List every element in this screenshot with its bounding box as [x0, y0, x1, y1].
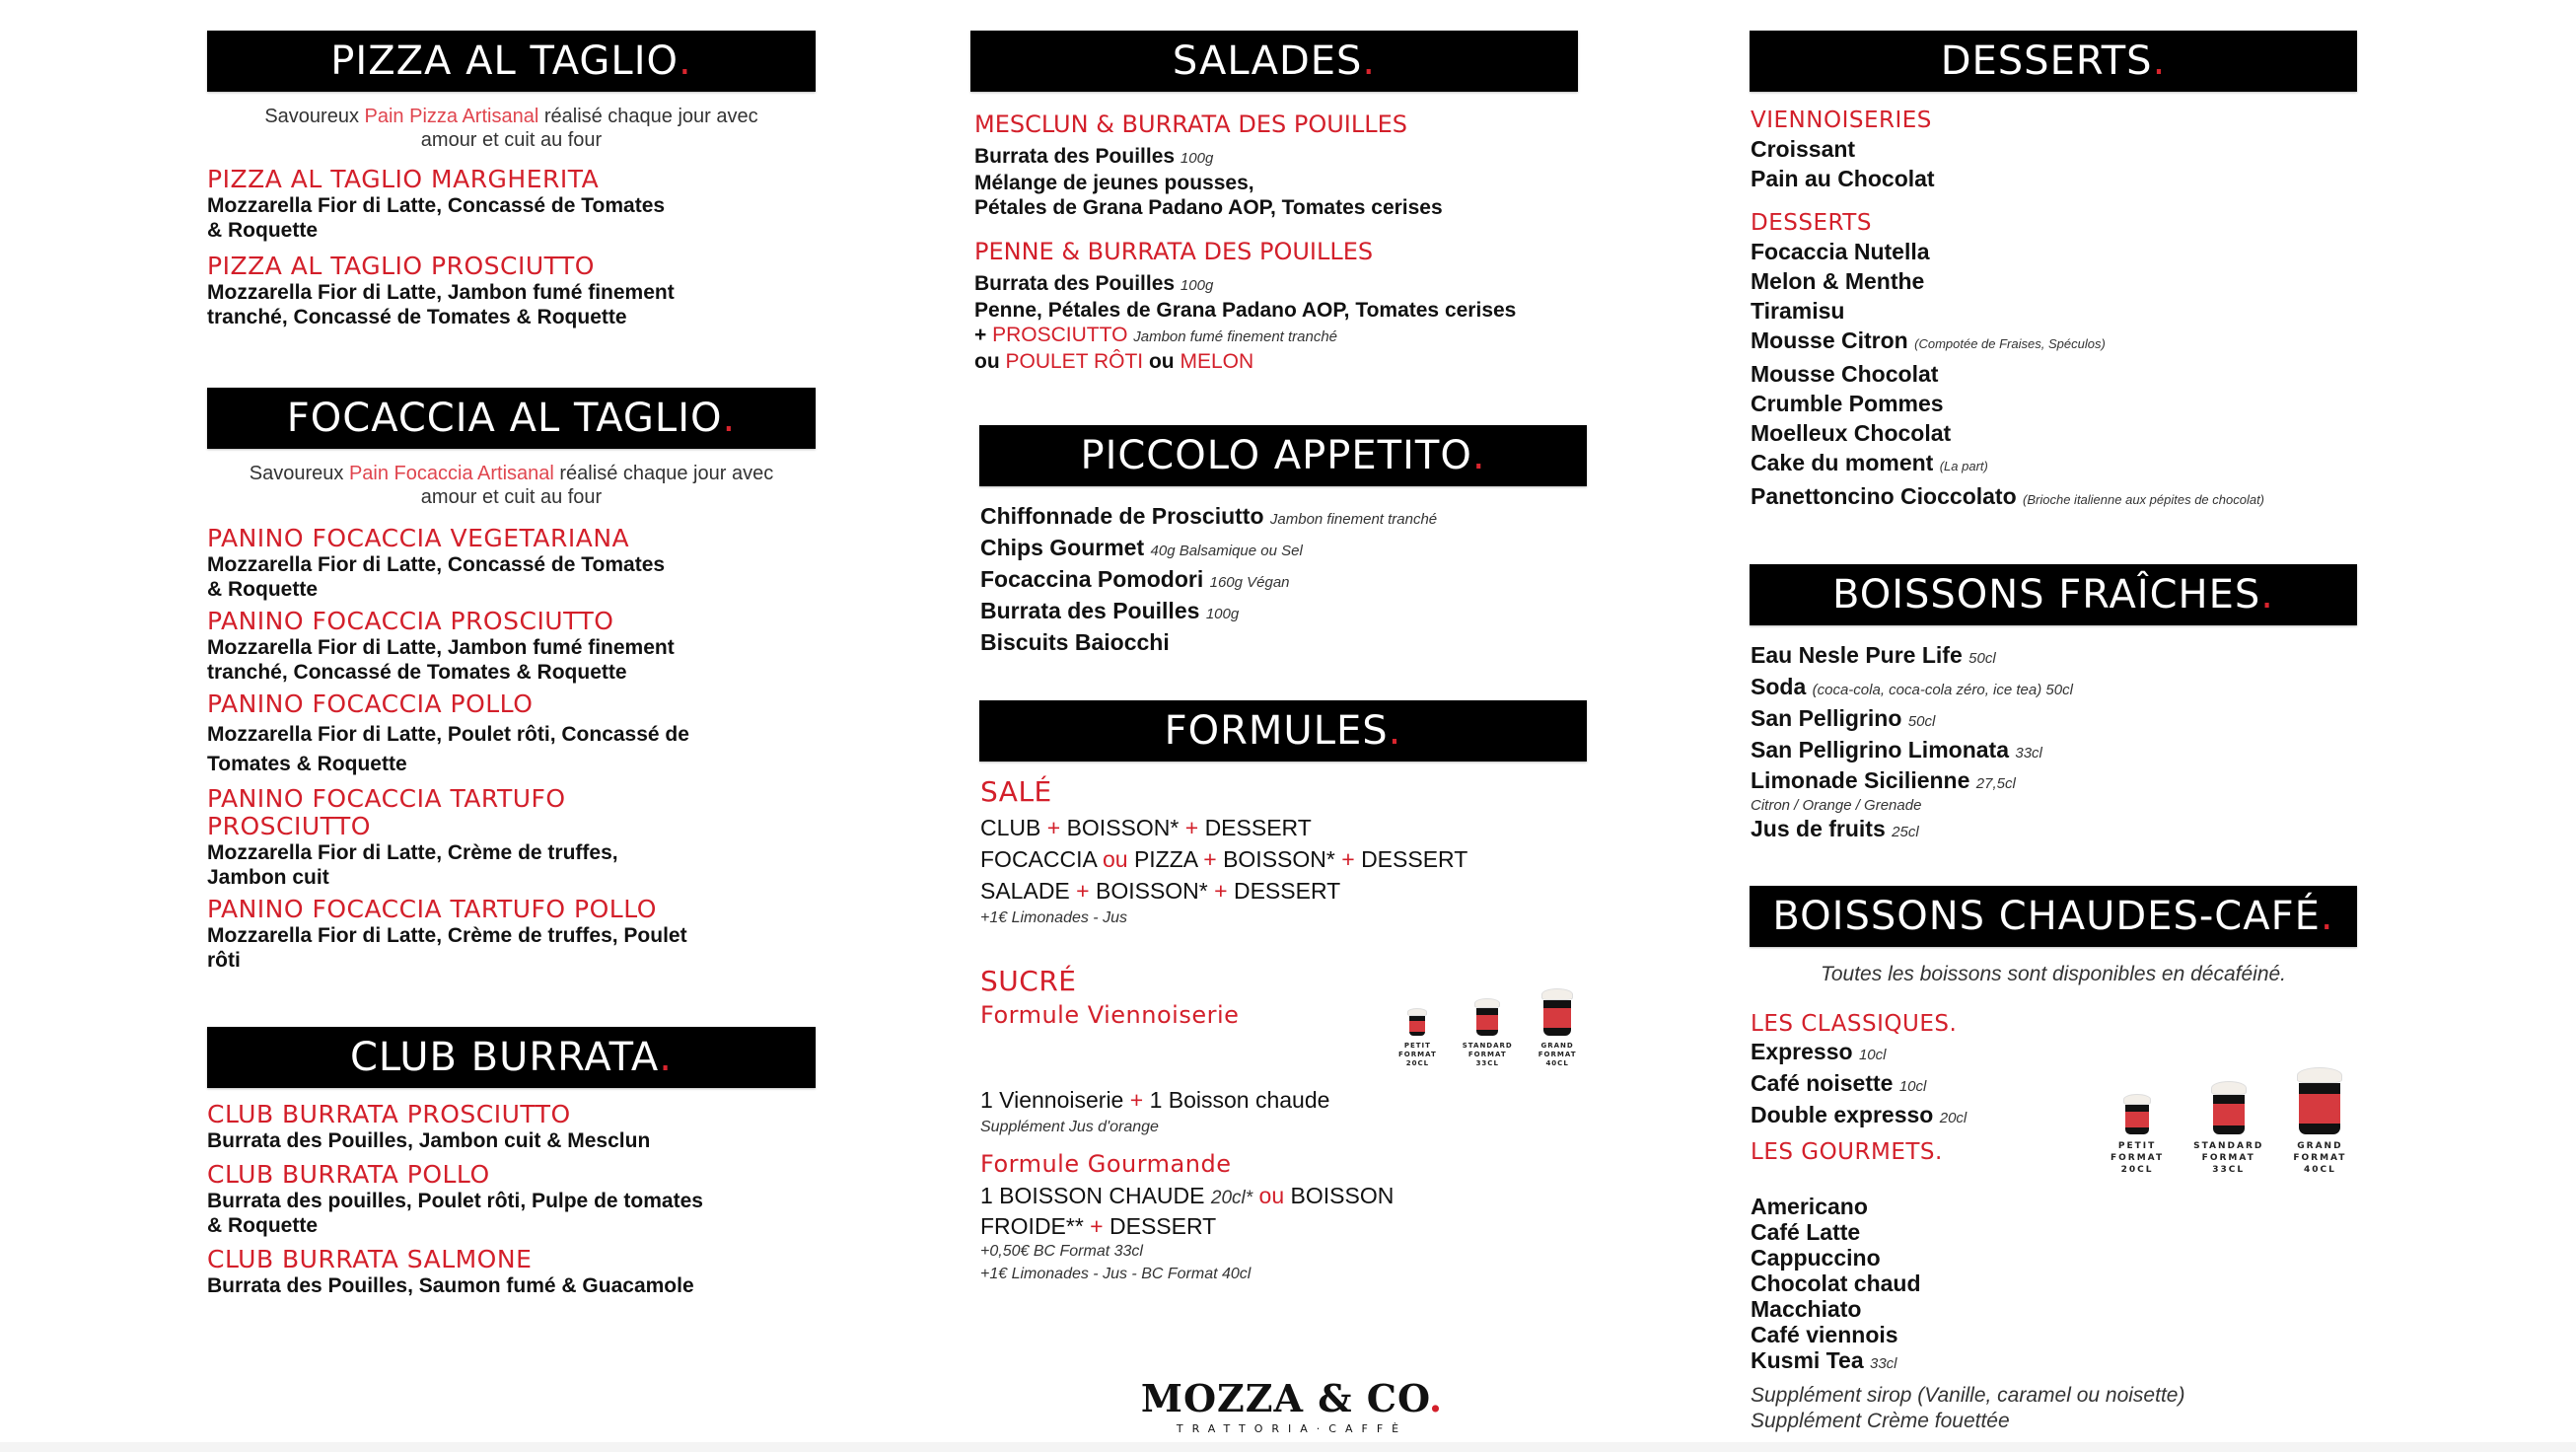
item-name: PANINO FOCACCIA POLLO — [207, 690, 534, 718]
section-header-piccolo — [979, 425, 1587, 486]
intro-text: Savoureux — [264, 106, 365, 127]
item-desc: & Roquette — [207, 219, 318, 242]
item-note: (Compotée de Fraises, Spéculos) — [1914, 336, 2106, 351]
cup-icon-petit — [1398, 1008, 1437, 1068]
item-name: Focaccina Pomodori — [980, 566, 1204, 592]
option-line — [974, 323, 1606, 349]
decaf-note: Toutes les boissons sont disponibles en décaféiné. — [1820, 963, 2287, 985]
item-note: 10cl — [1898, 1078, 1927, 1095]
menu-item — [980, 565, 1611, 597]
item-desc: Mozzarella Fior di Latte, Crème de truffes, Poulet — [207, 924, 687, 947]
formule-part: BOISSON* — [1223, 846, 1335, 872]
menu-item — [1751, 418, 2382, 448]
menu-item — [980, 628, 1611, 656]
item-desc: rôti — [207, 949, 241, 972]
item-desc-text: Burrata des Pouilles — [974, 272, 1176, 295]
item-note: Jambon finement tranché — [1269, 511, 1438, 528]
formule-part: BOISSON* — [1095, 878, 1208, 904]
focaccia-intro — [207, 462, 816, 509]
cup-label: 33CL — [2212, 1165, 2246, 1175]
menu-item — [1751, 448, 2382, 481]
item-desc: Mozzarella Fior di Latte, Jambon fumé finement — [207, 281, 675, 304]
brand-logo — [1134, 1376, 1450, 1435]
menu-item: Café Latte — [1751, 1219, 1861, 1245]
gourm-note: +0,50€ BC Format 33cl — [980, 1243, 1143, 1260]
cup-sizes-chaudes — [2111, 1067, 2346, 1176]
item-note: (Brioche italienne aux pépites de chocolat) — [2023, 492, 2265, 507]
item-desc — [974, 144, 1606, 171]
title-dot: . — [1388, 708, 1402, 754]
item-desc: Burrata des Pouilles, Saumon fumé & Guacamole — [207, 1274, 694, 1297]
cup-icon-petit — [2111, 1094, 2164, 1176]
section-title: FOCACCIA AL TAGLIO — [286, 396, 723, 441]
intro-text: réalisé chaque jour avec — [538, 106, 758, 127]
formule-line — [980, 1182, 1611, 1212]
item-desc: Burrata des pouilles, Poulet rôti, Pulpe de tomates — [207, 1190, 703, 1212]
intro-text: amour et cuit au four — [420, 129, 603, 151]
menu-item — [1751, 736, 2382, 767]
section-header-salades — [970, 31, 1578, 92]
formule-line — [980, 875, 1611, 907]
cup-icon-standard — [1463, 998, 1513, 1068]
section-title: DESSERTS — [1940, 38, 2153, 84]
menu-item — [207, 253, 819, 329]
item-name: Moelleux Chocolat — [1751, 420, 1952, 446]
menu-item — [207, 785, 838, 890]
item-note: 40g Balsamique ou Sel — [1150, 543, 1303, 559]
formule-part: FOCACCIA — [980, 846, 1097, 872]
focaccia-items — [207, 525, 838, 973]
cup-label: 20CL — [1405, 1059, 1430, 1067]
item-desc: Mozzarella Fior di Latte, Crème de truffes, — [207, 841, 618, 864]
formule-part: DESSERT — [1204, 815, 1312, 840]
formule-plus: + — [1123, 1087, 1150, 1113]
menu-item — [980, 597, 1611, 628]
formule-plus: + — [1207, 878, 1234, 904]
item-name: Tiramisu — [1751, 298, 1845, 324]
section-header-boissons-fraiches — [1750, 564, 2357, 625]
formule-part: SALADE — [980, 878, 1070, 904]
item-name: Kusmi Tea — [1751, 1347, 1864, 1373]
limonade-flavors: Citron / Orange / Grenade — [1751, 797, 1922, 814]
item-desc: Burrata des Pouilles, Jambon cuit & Mesclun — [207, 1129, 651, 1152]
intro-accent: Pain Pizza Artisanal — [364, 106, 539, 127]
pizza-intro — [207, 105, 816, 152]
cup-label: FORMAT — [2293, 1153, 2347, 1163]
item-name: San Pelligrino — [1751, 705, 1902, 731]
item-note: 160g Végan — [1209, 574, 1290, 591]
formule-or: ou — [1252, 1183, 1291, 1208]
item-desc: Pétales de Grana Padano AOP, Tomates cerises — [974, 196, 1443, 219]
cup-sizes-formules — [1398, 988, 1576, 1068]
cup-label: GRAND — [1540, 1042, 1574, 1050]
section-header-formules — [979, 700, 1587, 762]
section-title: SALADES — [1172, 38, 1363, 84]
item-note: (coca-cola, coca-cola zéro, ice tea) 50cl — [1812, 682, 2073, 698]
section-header-focaccia — [207, 388, 816, 449]
menu-item: Chocolat chaud — [1751, 1270, 1921, 1296]
item-note: 25cl — [1892, 824, 1919, 840]
formule-plus: + — [1083, 1213, 1110, 1239]
formule-plus: + — [1196, 846, 1224, 872]
menu-item — [980, 502, 1611, 534]
formule-part: BOISSON* — [1066, 815, 1180, 840]
logo-tagline: TRATTORIA·CAFFÈ — [1176, 1422, 1408, 1435]
option-line — [974, 349, 1606, 374]
plus-sign: + — [974, 324, 987, 346]
formule-line — [980, 1212, 1611, 1240]
menu-item — [207, 608, 838, 685]
item-desc: tranché, Concassé de Tomates & Roquette — [207, 661, 627, 684]
item-note: 100g — [1205, 606, 1240, 622]
menu-item — [1751, 1038, 2145, 1069]
item-desc: Penne, Pétales de Grana Padano AOP, Tomates cerises — [974, 299, 1517, 322]
item-desc: & Roquette — [207, 1214, 318, 1237]
menu-item — [1751, 1069, 2145, 1101]
item-name: Burrata des Pouilles — [980, 598, 1200, 623]
menu-item — [207, 1246, 838, 1298]
intro-text: réalisé chaque jour avec — [553, 463, 774, 484]
formule-plus: + — [1334, 846, 1362, 872]
classiques-label: LES CLASSIQUES. — [1751, 1011, 1958, 1037]
menu-item — [1751, 1347, 2145, 1377]
item-name: PROSCIUTTO — [207, 812, 371, 840]
formule-part: FROIDE** — [980, 1213, 1084, 1239]
item-name: Chiffonnade de Prosciutto — [980, 503, 1264, 529]
page-bottom-edge — [0, 1442, 2576, 1452]
cup-icon-grand — [2293, 1067, 2346, 1176]
logo-wordmark — [1134, 1376, 1450, 1420]
formule-part: PIZZA — [1133, 846, 1197, 872]
menu-item: Café viennois — [1751, 1322, 1898, 1347]
vienn-note: Supplément Jus d'orange — [980, 1119, 1159, 1135]
or-text: ou — [1148, 350, 1175, 373]
formule-plus: + — [1040, 815, 1067, 840]
section-title: PIZZA AL TAGLIO — [330, 38, 679, 84]
menu-item — [1751, 326, 2382, 359]
section-header-club — [207, 1027, 816, 1088]
item-name: PENNE & BURRATA DES POUILLES — [974, 238, 1374, 265]
menu-item — [1751, 815, 2382, 846]
formule-part: DESSERT — [1361, 846, 1468, 872]
chaudes-list — [1751, 1010, 2185, 1434]
option-prosciutto: PROSCIUTTO — [992, 324, 1128, 346]
item-name: Double expresso — [1751, 1102, 1934, 1127]
title-dot: . — [1471, 433, 1486, 478]
item-name: MESCLUN & BURRATA DES POUILLES — [974, 110, 1407, 138]
menu-item — [1751, 767, 2382, 797]
cup-label: FORMAT — [1538, 1051, 1577, 1058]
menu-item: Macchiato — [1751, 1296, 1862, 1322]
section-title: BOISSONS FRAÎCHES — [1831, 572, 2261, 617]
desserts-label: DESSERTS — [1751, 210, 1872, 236]
option-note: Jambon fumé finement tranché — [1133, 328, 1338, 345]
title-dot: . — [2260, 572, 2275, 617]
section-header-boissons-chaudes — [1750, 886, 2357, 947]
supplement-note: Supplément Crème fouettée — [1751, 1410, 2010, 1432]
cup-label: GRAND — [2297, 1141, 2343, 1151]
title-dot: . — [1362, 38, 1377, 84]
item-name: Soda — [1751, 674, 1807, 699]
title-dot: . — [659, 1035, 673, 1080]
item-name: CLUB BURRATA POLLO — [207, 1160, 490, 1189]
sale-label: SALÉ — [980, 775, 1052, 808]
piccolo-items — [980, 502, 1611, 656]
item-name: Mousse Citron — [1751, 327, 1908, 353]
item-name: Crumble Pommes — [1751, 391, 1944, 416]
item-name: Melon & Menthe — [1751, 268, 1925, 294]
cup-icon-grand — [1538, 988, 1577, 1068]
cup-label: 40CL — [1545, 1059, 1569, 1067]
gourmets-label: LES GOURMETS. — [1751, 1139, 1943, 1165]
item-desc: Tomates & Roquette — [207, 753, 407, 775]
item-weight: 100g — [1180, 277, 1214, 294]
supplement-note: Supplément sirop (Vanille, caramel ou noisette) — [1751, 1384, 2185, 1407]
cup-label: STANDARD — [1462, 1042, 1513, 1050]
menu-item — [207, 896, 838, 973]
formule-part: 1 Boisson chaude — [1149, 1087, 1330, 1113]
section-title: PICCOLO APPETITO — [1080, 433, 1472, 478]
title-dot: . — [2152, 38, 2167, 84]
item-note: 10cl — [1858, 1047, 1887, 1063]
formule-note: 20cl* — [1210, 1188, 1253, 1208]
formule-part: 1 Viennoiserie — [980, 1087, 1124, 1113]
formule-part: BOISSON — [1290, 1183, 1395, 1208]
menu-item — [1751, 1101, 2145, 1132]
menu-item — [1751, 641, 2382, 673]
item-note: 20cl — [1939, 1110, 1968, 1126]
menu-item: Croissant — [1751, 136, 1856, 162]
item-name: Jus de fruits — [1751, 816, 1886, 841]
item-note: 50cl — [1968, 650, 1996, 667]
menu-item — [1751, 296, 2382, 326]
cup-label: FORMAT — [2111, 1153, 2165, 1163]
formule-plus: + — [1179, 815, 1205, 840]
menu-item — [207, 690, 838, 779]
desserts-list — [1751, 107, 2382, 515]
item-name: PANINO FOCACCIA VEGETARIANA — [207, 524, 630, 552]
item-name: Biscuits Baiocchi — [980, 629, 1170, 655]
logo-text: MOZZA & CO — [1140, 1376, 1429, 1420]
menu-item — [974, 238, 1606, 374]
club-items — [207, 1101, 838, 1298]
item-desc: Mozzarella Fior di Latte, Concassé de Tomates — [207, 553, 666, 576]
cup-label: 20CL — [2120, 1165, 2154, 1175]
logo-dot: . — [1428, 1376, 1444, 1420]
cup-label: FORMAT — [2201, 1153, 2255, 1163]
formule-part: CLUB — [980, 815, 1041, 840]
formule-line — [980, 843, 1611, 875]
menu-item — [974, 110, 1606, 220]
menu-item — [1751, 673, 2382, 704]
item-name: CLUB BURRATA PROSCIUTTO — [207, 1100, 571, 1128]
menu-item — [207, 1101, 838, 1153]
item-note: 50cl — [1907, 713, 1936, 730]
item-desc: Mélange de jeunes pousses, — [974, 172, 1254, 194]
section-title: CLUB BURRATA — [349, 1035, 660, 1080]
item-weight: 100g — [1180, 150, 1214, 167]
menu-item — [207, 1161, 838, 1238]
title-dot: . — [722, 396, 737, 441]
or-text: ou — [974, 350, 1000, 373]
formule-viennoiserie-label: Formule Viennoiserie — [980, 1001, 1240, 1029]
option-melon: MELON — [1180, 350, 1254, 373]
cup-label: 40CL — [2303, 1165, 2336, 1175]
item-name: CLUB BURRATA SALMONE — [207, 1245, 533, 1273]
menu-item — [1751, 359, 2382, 389]
item-name: Eau Nesle Pure Life — [1751, 642, 1963, 668]
item-name: Chips Gourmet — [980, 535, 1145, 560]
cup-icon-standard — [2193, 1081, 2263, 1176]
formule-plus: + — [1069, 878, 1096, 904]
section-header-pizza — [207, 31, 816, 92]
formule-part: 1 BOISSON CHAUDE — [980, 1183, 1211, 1208]
menu-item: Americano — [1751, 1194, 1868, 1219]
item-note: 33cl — [2015, 745, 2042, 762]
item-name: PANINO FOCACCIA PROSCIUTTO — [207, 607, 614, 635]
menu-item — [1751, 237, 2382, 266]
section-title: BOISSONS CHAUDES-CAFÉ — [1772, 894, 2321, 939]
item-desc: Mozzarella Fior di Latte, Concassé de Tomates — [207, 194, 666, 217]
title-dot: . — [2320, 894, 2334, 939]
item-name: PANINO FOCACCIA TARTUFO POLLO — [207, 895, 657, 923]
menu-item — [1751, 704, 2382, 736]
item-name: Mousse Chocolat — [1751, 361, 1939, 387]
menu-item: Pain au Chocolat — [1751, 166, 1935, 191]
menu-item — [207, 166, 819, 243]
item-name: PIZZA AL TAGLIO MARGHERITA — [207, 165, 600, 193]
salades-items — [974, 110, 1606, 374]
formule-or: ou — [1096, 846, 1134, 872]
fraiches-list — [1751, 641, 2382, 846]
item-note: 33cl — [1870, 1355, 1897, 1372]
cup-label: 33CL — [1475, 1059, 1499, 1067]
cup-label: PETIT — [2117, 1141, 2157, 1151]
cup-label: PETIT — [1403, 1042, 1431, 1050]
intro-accent: Pain Focaccia Artisanal — [348, 463, 554, 484]
formule-part: DESSERT — [1109, 1213, 1217, 1239]
sale-note: +1€ Limonades - Jus — [980, 909, 1127, 926]
cup-label: FORMAT — [1467, 1051, 1507, 1058]
item-note: (La part) — [1939, 459, 1988, 473]
item-desc: tranché, Concassé de Tomates & Roquette — [207, 306, 627, 328]
menu-item: Cappuccino — [1751, 1245, 1881, 1270]
intro-text: Savoureux — [249, 463, 349, 484]
option-poulet: POULET RÔTI — [1005, 350, 1144, 373]
formule-part: DESSERT — [1233, 878, 1341, 904]
section-header-desserts — [1750, 31, 2357, 92]
item-name: PANINO FOCACCIA TARTUFO — [207, 784, 566, 813]
item-name: San Pelligrino Limonata — [1751, 737, 2009, 762]
formule-line — [980, 812, 1611, 843]
sucre-label: SUCRÉ — [980, 965, 1077, 997]
item-desc — [974, 271, 1606, 298]
item-desc: Mozzarella Fior di Latte, Poulet rôti, Concassé de — [207, 723, 689, 746]
formule-line — [980, 1084, 1611, 1116]
title-dot: . — [679, 38, 692, 84]
viennoiseries-label: VIENNOISERIES — [1751, 108, 1932, 133]
item-name: Expresso — [1751, 1039, 1853, 1064]
gourm-note: +1€ Limonades - Jus - BC Format 40cl — [980, 1266, 1252, 1282]
formule-gourmande-label: Formule Gourmande — [980, 1150, 1232, 1178]
menu-item — [207, 525, 838, 602]
menu-item — [980, 534, 1611, 565]
section-title: FORMULES — [1164, 708, 1389, 754]
item-desc: Jambon cuit — [207, 866, 329, 889]
item-desc: & Roquette — [207, 578, 318, 601]
item-name: Focaccia Nutella — [1751, 239, 1930, 264]
menu-item — [1751, 389, 2382, 418]
item-name: PIZZA AL TAGLIO PROSCIUTTO — [207, 252, 595, 280]
item-name: Limonade Sicilienne — [1751, 767, 1970, 793]
cup-label: STANDARD — [2193, 1141, 2264, 1151]
item-name: Cake du moment — [1751, 450, 1934, 475]
pizza-items — [207, 166, 819, 329]
intro-text: amour et cuit au four — [420, 486, 603, 508]
item-note: 27,5cl — [1975, 775, 2016, 792]
cup-label: FORMAT — [1398, 1051, 1437, 1058]
menu-item — [1751, 481, 2382, 515]
menu-item — [1751, 266, 2382, 296]
formules-sale — [980, 775, 1611, 929]
item-desc: Mozzarella Fior di Latte, Jambon fumé finement — [207, 636, 675, 659]
item-name: Café noisette — [1751, 1070, 1894, 1096]
item-name: Panettoncino Cioccolato — [1751, 483, 2017, 509]
item-desc-text: Burrata des Pouilles — [974, 145, 1176, 168]
